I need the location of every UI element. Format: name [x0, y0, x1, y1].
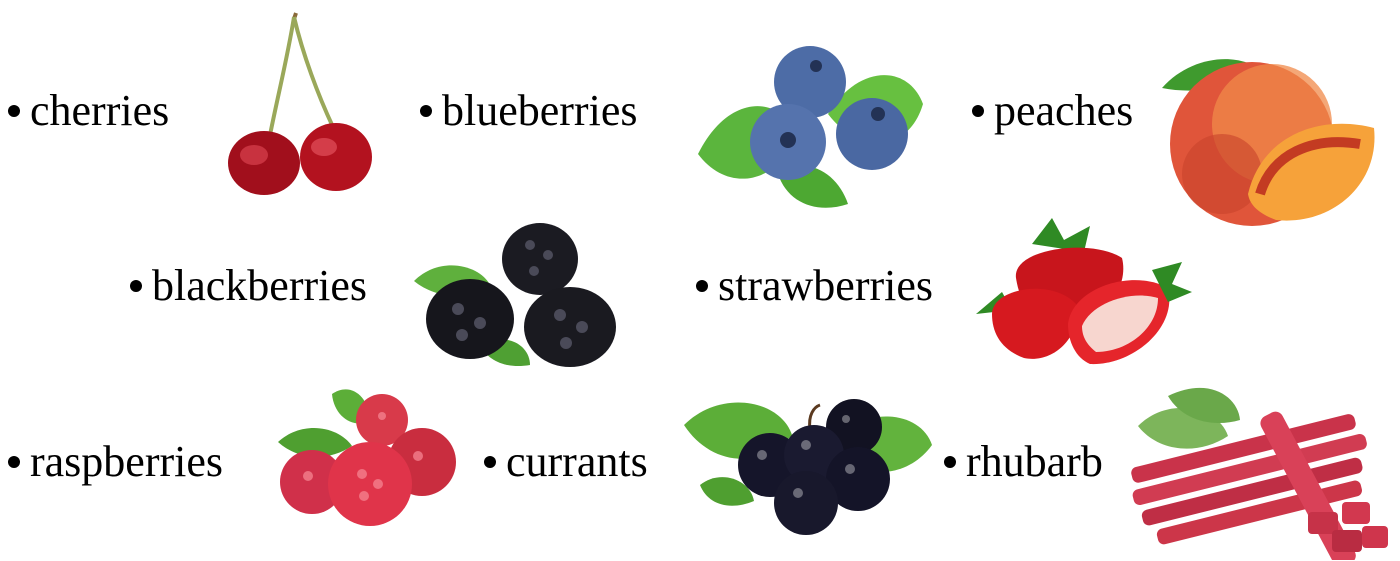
fruit-label-blackberries: [130, 261, 367, 311]
fruit-name: blackberries: [152, 261, 367, 310]
fruit-name: peaches: [994, 86, 1134, 135]
bullet-icon: [8, 456, 20, 468]
raspberries-image: [272, 380, 460, 528]
fruit-label-blueberries: [420, 86, 637, 136]
bullet-icon: [944, 456, 956, 468]
fruit-label-rhubarb: [944, 437, 1103, 487]
fruit-name: cherries: [30, 86, 170, 135]
fruit-label-raspberries: [8, 437, 223, 487]
fruit-label-strawberries: [696, 261, 933, 311]
fruit-name: rhubarb: [966, 437, 1103, 486]
fruit-name: blueberries: [442, 86, 638, 135]
bullet-icon: [420, 105, 432, 117]
fruit-label-cherries: [8, 86, 169, 136]
bullet-icon: [130, 280, 142, 292]
cherries-image: [198, 5, 380, 195]
rhubarb-image: [1128, 376, 1392, 560]
fruit-label-peaches: [972, 86, 1133, 136]
fruit-name: raspberries: [30, 437, 224, 486]
bullet-icon: [972, 105, 984, 117]
strawberries-image: [972, 218, 1194, 368]
bullet-icon: [696, 280, 708, 292]
bullet-icon: [8, 105, 20, 117]
bullet-icon: [484, 456, 496, 468]
fruit-name: currants: [506, 437, 648, 486]
fruit-label-currants: [484, 437, 648, 487]
peaches-image: [1152, 44, 1380, 230]
currants-image: [680, 385, 936, 541]
fruit-name: strawberries: [718, 261, 934, 310]
blackberries-image: [410, 215, 620, 373]
blueberries-image: [688, 44, 928, 208]
